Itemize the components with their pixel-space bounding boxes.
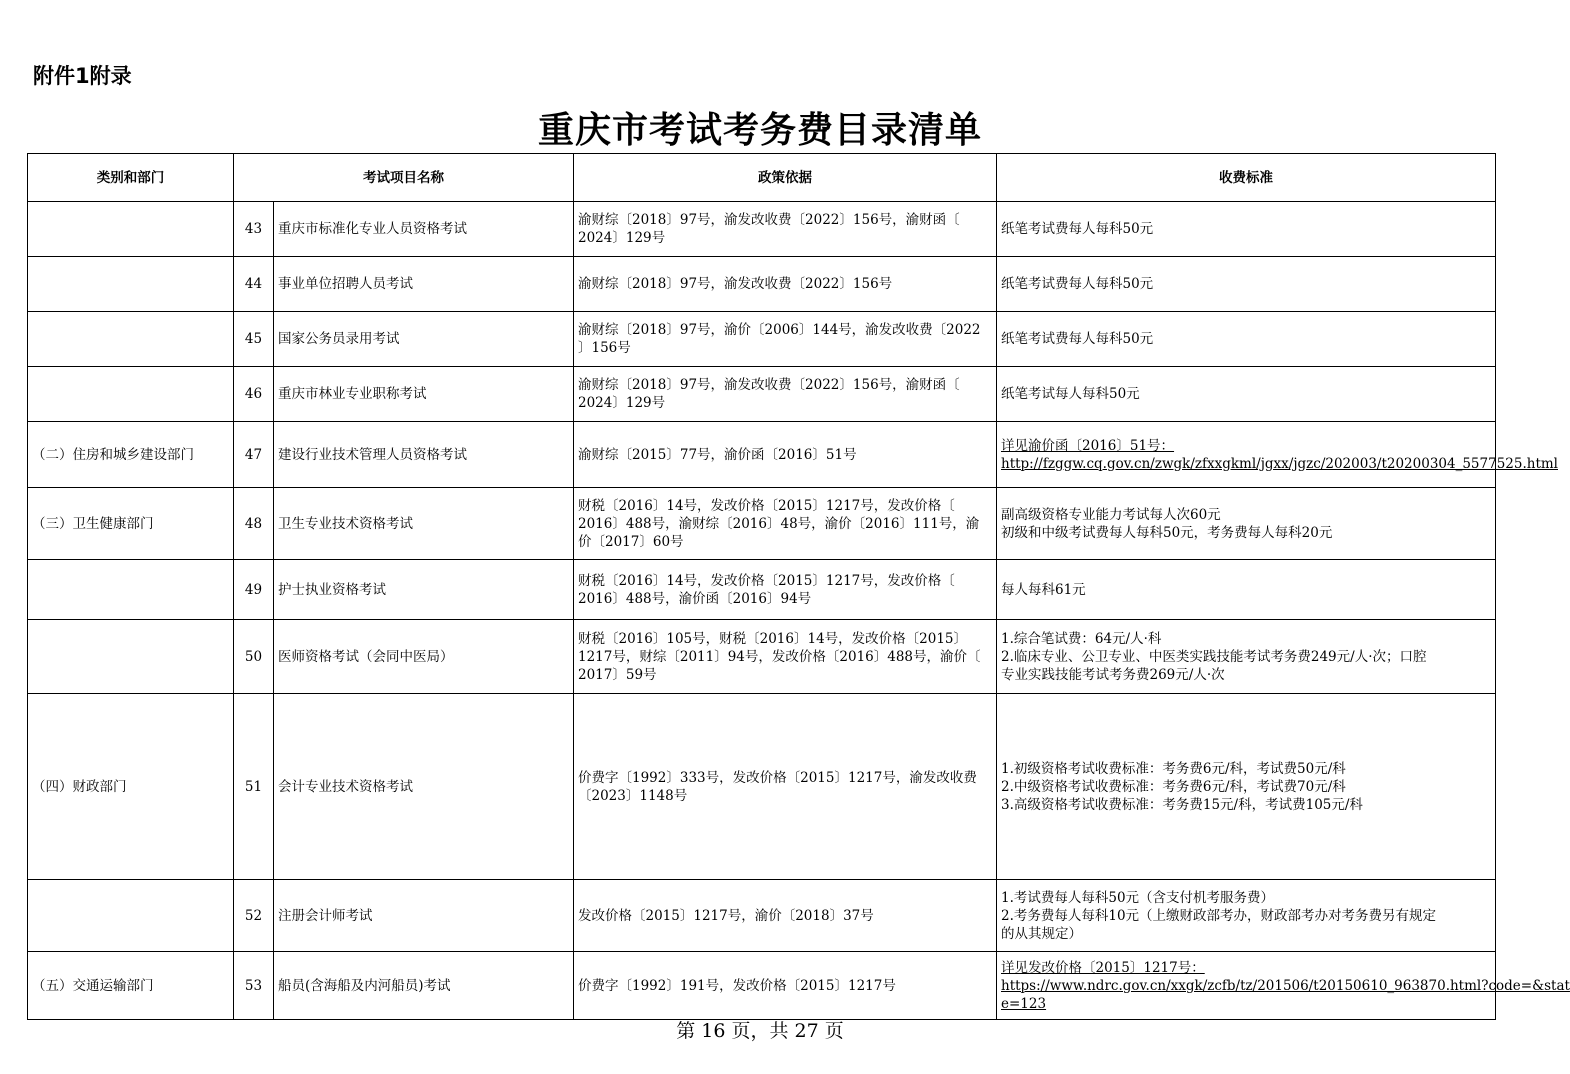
row-number: 50 [234,620,274,694]
row-exam-name: 国家公务员录用考试 [274,312,574,367]
table-row [28,880,1496,952]
row-fee [997,202,1496,257]
fee-line: 副高级资格专业能力考试每人次60元 [1001,506,1221,523]
fee-line: 2.中级资格考试收费标准：考务费6元/科，考试费70元/科 [1001,778,1346,795]
fee-line: 的从其规定） [1001,925,1082,942]
row-number: 52 [234,880,274,952]
row-number: 49 [234,560,274,620]
row-exam-name: 医师资格考试（会同中医局） [274,620,574,694]
fee-link-line[interactable]: 详见发改价格〔2015〕1217号： [1001,959,1205,976]
policy-line: 渝财综〔2018〕97号，渝发改收费〔2022〕156号，渝财函〔 [578,377,960,393]
fee-line: 纸笔考试每人每科50元 [1001,386,1140,402]
row-policy [574,880,997,952]
row-category [28,560,234,620]
fee-line: 每人每科61元 [1001,581,1086,598]
row-category [28,202,234,257]
row-fee [997,367,1496,422]
row-category [28,312,234,367]
policy-line: 渝财综〔2018〕97号，渝发改收费〔2022〕156号，渝财函〔 [578,212,960,228]
column-header-policy: 政策依据 [574,154,997,202]
row-category [28,880,234,952]
fee-line: 专业实践技能考试考务费269元/人·次 [1001,666,1225,683]
row-policy [574,488,997,560]
row-fee [997,694,1496,880]
row-fee [997,488,1496,560]
policy-line: 价〔2017〕60号 [578,533,684,550]
row-fee [997,880,1496,952]
row-exam-name: 建设行业技术管理人员资格考试 [274,422,574,488]
row-category [28,620,234,694]
fee-link-line[interactable]: 详见渝价函〔2016〕51号： [1001,437,1175,454]
row-fee [997,952,1570,1020]
table-row [28,694,1496,880]
row-category: （四）财政部门 [28,694,234,880]
fee-line: 1.综合笔试费：64元/人·科 [1001,630,1162,647]
row-fee [997,620,1496,694]
table-row [28,422,1496,488]
fee-line: 纸笔考试费每人每科50元 [1001,221,1154,237]
row-category: （五）交通运输部门 [28,952,234,1020]
table-row [28,488,1496,560]
row-exam-name: 会计专业技术资格考试 [274,694,574,880]
policy-line: 〔2023〕1148号 [578,787,688,804]
fee-catalog-table [27,153,1570,1020]
fee-line: 3.高级资格考试收费标准：考务费15元/科，考试费105元/科 [1001,796,1363,813]
policy-line: 渝财综〔2018〕97号，渝价〔2006〕144号，渝发改收费〔2022 [578,322,981,338]
row-number: 46 [234,367,274,422]
row-policy [574,422,997,488]
row-number: 45 [234,312,274,367]
policy-line: 渝财综〔2015〕77号，渝价函〔2016〕51号 [578,446,857,463]
fee-link-line[interactable]: http://fzggw.cq.gov.cn/zwgk/zfxxgkml/jgxx/jgzc/202003/t20200304_5577525.html [1001,455,1558,472]
table-header-row [28,154,1496,202]
fee-line: 2.考务费每人每科10元（上缴财政部考办，财政部考办对考务费另有规定 [1001,907,1437,924]
policy-line: 2016〕488号，渝价函〔2016〕94号 [578,590,812,607]
row-policy [574,257,997,312]
row-policy [574,694,997,880]
row-exam-name: 护士执业资格考试 [274,560,574,620]
page-footer: 第 16 页，共 27 页 [676,1020,844,1042]
table-row [28,257,1496,312]
table-row [28,620,1496,694]
row-exam-name: 船员(含海船及内河船员)考试 [274,952,574,1020]
row-fee [997,560,1496,620]
policy-line: 2024〕129号 [578,230,666,246]
fee-link-line[interactable]: e=123 [1001,995,1047,1012]
row-number: 47 [234,422,274,488]
policy-line: 财税〔2016〕105号，财税〔2016〕14号，发改价格〔2015〕 [578,630,968,647]
attachment-label: 附件1附录 [33,64,132,88]
row-category: （二）住房和城乡建设部门 [28,422,234,488]
row-fee [997,312,1496,367]
column-header-fee: 收费标准 [997,154,1496,202]
fee-line: 2.临床专业、公卫专业、中医类实践技能考试考务费249元/人·次；口腔 [1001,648,1427,665]
policy-line: 财税〔2016〕14号，发改价格〔2015〕1217号，发改价格〔 [578,572,955,589]
fee-line: 纸笔考试费每人每科50元 [1001,276,1154,292]
row-exam-name: 注册会计师考试 [274,880,574,952]
policy-line: 〕156号 [578,340,631,356]
policy-line: 2024〕129号 [578,395,666,411]
row-number: 48 [234,488,274,560]
column-header-exam-name: 考试项目名称 [234,154,574,202]
policy-line: 发改价格〔2015〕1217号，渝价〔2018〕37号 [578,907,874,924]
row-exam-name: 重庆市标准化专业人员资格考试 [274,202,574,257]
row-exam-name: 卫生专业技术资格考试 [274,488,574,560]
table-row [28,560,1496,620]
row-exam-name: 重庆市林业专业职称考试 [274,367,574,422]
row-policy [574,312,997,367]
table-row [28,202,1496,257]
policy-line: 1217号，财综〔2011〕94号，发改价格〔2016〕488号，渝价〔 [578,648,981,665]
fee-link-line[interactable]: https://www.ndrc.gov.cn/xxgk/zcfb/tz/201506/t20150610_963870.html?code=&stat [1001,977,1570,994]
row-fee [997,257,1496,312]
fee-line: 纸笔考试费每人每科50元 [1001,331,1154,347]
row-policy [574,202,997,257]
policy-line: 价费字〔1992〕191号，发改价格〔2015〕1217号 [578,977,896,994]
row-category [28,367,234,422]
table-row [28,952,1496,1020]
row-policy [574,620,997,694]
column-header-category: 类别和部门 [28,154,234,202]
row-category [28,257,234,312]
policy-line: 2017〕59号 [578,666,657,683]
row-fee [997,422,1558,488]
table-row [28,312,1496,367]
row-policy [574,367,997,422]
policy-line: 价费字〔1992〕333号，发改价格〔2015〕1217号，渝发改收费 [578,769,977,786]
row-number: 43 [234,202,274,257]
table-row [28,367,1496,422]
page-title: 重庆市考试考务费目录清单 [537,109,982,151]
row-number: 44 [234,257,274,312]
row-exam-name: 事业单位招聘人员考试 [274,257,574,312]
policy-line: 财税〔2016〕14号，发改价格〔2015〕1217号，发改价格〔 [578,497,955,514]
policy-line: 2016〕488号，渝财综〔2016〕48号，渝价〔2016〕111号，渝 [578,515,980,532]
fee-line: 1.考试费每人每科50元（含支付机考服务费） [1001,889,1275,906]
row-number: 53 [234,952,274,1020]
policy-line: 渝财综〔2018〕97号，渝发改收费〔2022〕156号 [578,276,893,292]
fee-line: 初级和中级考试费每人每科50元，考务费每人每科20元 [1001,524,1333,541]
fee-line: 1.初级资格考试收费标准：考务费6元/科，考试费50元/科 [1001,760,1346,777]
row-policy [574,952,997,1020]
row-policy [574,560,997,620]
row-category: （三）卫生健康部门 [28,488,234,560]
row-number: 51 [234,694,274,880]
